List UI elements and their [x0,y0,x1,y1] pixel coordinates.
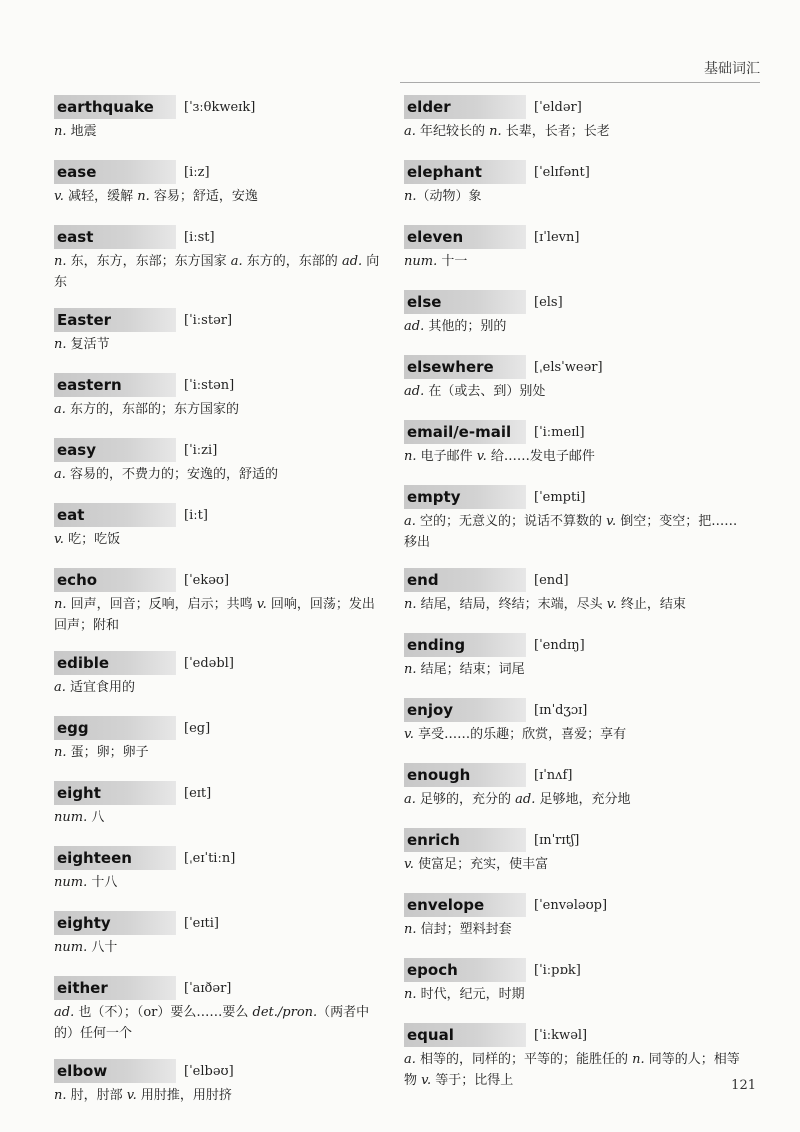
dictionary-entry [404,568,750,630]
entry-head-row [404,290,750,314]
headword: envelope [404,893,526,917]
entry-head-row [404,1023,750,1047]
dictionary-entry [54,503,384,565]
phonetic: [ˈiːzi] [184,442,218,458]
headword: easy [54,438,176,462]
entry-head-row [54,160,384,184]
definition: num. 十八 [54,875,118,890]
phonetic: [eg] [184,720,211,736]
entry-head-row [54,911,384,935]
entry-head-row [54,308,384,332]
definition: n. 时代，纪元，时期 [404,987,525,1002]
headword: eight [54,781,176,805]
definition: a. 年纪较长的 n. 长辈，长者；长老 [404,124,610,139]
dictionary-entry [54,160,384,222]
entry-head-row [404,95,750,119]
definition: a. 空的；无意义的；说话不算数的 v. 倒空；变空；把……移出 [404,514,738,550]
entry-head-row [404,958,750,982]
definition: n. 肘，肘部 v. 用肘推，用肘挤 [54,1088,232,1103]
definition: a. 容易的，不费力的；安逸的，舒适的 [54,467,279,482]
headword: eighteen [54,846,176,870]
headword: egg [54,716,176,740]
definition: ad. 也（不）；（or）要么……要么 det./pron.（两者中的）任何一个 [54,1005,370,1041]
phonetic: [ˈaɪðər] [184,980,232,996]
definition: ad. 在（或去、到）别处 [404,384,546,399]
section-header: 基础词汇 [704,61,760,77]
dictionary-entry [54,781,384,843]
phonetic: [ɪˈlevn] [534,229,580,245]
dictionary-entry [404,958,750,1020]
phonetic: [eɪt] [184,785,212,801]
definition: a. 东方的，东部的；东方国家的 [54,402,240,417]
phonetic: [ɪˈnʌf] [534,767,573,783]
phonetic: [ˈelɪfənt] [534,164,590,180]
entry-head-row [404,355,750,379]
headword: email/e-mail [404,420,526,444]
dictionary-entry [54,568,384,648]
entry-head-row [54,95,384,119]
headword: ease [54,160,176,184]
definition: n. 结尾；结束；词尾 [404,662,525,677]
dictionary-entry [404,290,750,352]
definition: n. 信封；塑料封套 [404,922,512,937]
entry-head-row [404,893,750,917]
dictionary-entry [54,438,384,500]
dictionary-entry [54,1059,384,1121]
dictionary-entry [54,373,384,435]
definition: n. 复活节 [54,337,110,352]
definition: n. 蛋；卵；卵子 [54,745,149,760]
dictionary-entry [404,160,750,222]
headword: enough [404,763,526,787]
headword: elephant [404,160,526,184]
phonetic: [ˈendɪŋ] [534,637,585,653]
headword: ending [404,633,526,657]
definition: num. 八十 [54,940,118,955]
dictionary-entry [404,1023,750,1103]
headword: elsewhere [404,355,526,379]
definition: n. 结尾，结局，终结；末端，尽头 v. 终止，结束 [404,597,686,612]
phonetic: [ˈiːkwəl] [534,1027,588,1043]
headword: eleven [404,225,526,249]
phonetic: [ˈedəbl] [184,655,234,671]
entry-head-row [404,225,750,249]
phonetic: [els] [534,294,563,310]
entry-head-row [404,633,750,657]
headword: either [54,976,176,1000]
headword: Easter [54,308,176,332]
headword: east [54,225,176,249]
entry-head-row [54,373,384,397]
dictionary-entry [404,828,750,890]
headword: earthquake [54,95,176,119]
entry-head-row [54,225,384,249]
dictionary-entry [404,355,750,417]
phonetic: [ˈeɪti] [184,915,219,931]
definition: n. 回声，回音；反响，启示；共鸣 v. 回响，回荡；发出回声；附和 [54,597,375,633]
definition: v. 享受……的乐趣；欣赏，喜爱；享有 [404,727,627,742]
entry-head-row [404,828,750,852]
header-rule [400,82,760,83]
headword: echo [54,568,176,592]
headword: enjoy [404,698,526,722]
dictionary-entry [54,976,384,1056]
phonetic: [ˌelsˈweər] [534,359,603,375]
definition: a. 适宜食用的 [54,680,136,695]
phonetic: [ˈiːpɒk] [534,962,581,978]
headword: empty [404,485,526,509]
dictionary-entry [404,698,750,760]
entry-head-row [54,438,384,462]
dictionary-entry [54,308,384,370]
dictionary-entry [404,763,750,825]
phonetic: [ˈiːmeɪl] [534,424,585,440]
dictionary-entry [404,485,750,565]
dictionary-entry [54,716,384,778]
headword: enrich [404,828,526,852]
headword: equal [404,1023,526,1047]
phonetic: [ˈempti] [534,489,586,505]
page-number: 121 [731,1078,756,1093]
dictionary-entry [54,651,384,713]
definition: n.（动物）象 [404,189,482,204]
entry-head-row [54,1059,384,1083]
phonetic: [ˈiːstən] [184,377,235,393]
definition: a. 足够的，充分的 ad. 足够地，充分地 [404,792,631,807]
definition: v. 吃；吃饭 [54,532,121,547]
phonetic: [ˈekəʊ] [184,572,230,588]
headword: elder [404,95,526,119]
dictionary-entry [404,420,750,482]
entry-head-row [404,568,750,592]
definition: v. 减轻，缓解 n. 容易；舒适，安逸 [54,189,258,204]
definition: v. 使富足；充实，使丰富 [404,857,549,872]
dictionary-entry [404,225,750,287]
phonetic: [iːst] [184,229,215,245]
phonetic: [iːz] [184,164,210,180]
definition: n. 地震 [54,124,97,139]
left-column [54,92,384,1121]
dictionary-entry [54,911,384,973]
phonetic: [ˈelbəʊ] [184,1063,234,1079]
definition: num. 十一 [404,254,468,269]
entry-head-row [54,846,384,870]
entry-head-row [54,716,384,740]
headword: edible [54,651,176,675]
entry-head-row [404,485,750,509]
phonetic: [ˈeldər] [534,99,582,115]
entry-head-row [54,651,384,675]
headword: epoch [404,958,526,982]
headword: eighty [54,911,176,935]
headword: else [404,290,526,314]
entry-head-row [404,160,750,184]
entry-head-row [404,420,750,444]
entry-head-row [54,503,384,527]
headword: elbow [54,1059,176,1083]
phonetic: [ɪnˈrɪtʃ] [534,832,580,848]
phonetic: [ɪnˈdʒɔɪ] [534,702,588,718]
headword: end [404,568,526,592]
dictionary-entry [404,95,750,157]
entry-head-row [54,976,384,1000]
phonetic: [iːt] [184,507,208,523]
definition: ad. 其他的；别的 [404,319,507,334]
definition: n. 电子邮件 v. 给……发电子邮件 [404,449,595,464]
definition: a. 相等的，同样的；平等的；能胜任的 n. 同等的人；相等物 v. 等于；比得上 [404,1052,740,1088]
phonetic: [end] [534,572,569,588]
phonetic: [ˈiːstər] [184,312,233,328]
entry-head-row [54,568,384,592]
right-column [404,92,750,1103]
entry-head-row [54,781,384,805]
dictionary-entry [54,95,384,157]
phonetic: [ˈɜːθkweɪk] [184,99,256,115]
dictionary-entry [54,846,384,908]
dictionary-entry [404,633,750,695]
headword: eastern [54,373,176,397]
entry-head-row [404,763,750,787]
phonetic: [ˌeɪˈtiːn] [184,850,236,866]
dictionary-entry [54,225,384,305]
headword: eat [54,503,176,527]
definition: n. 东，东方，东部；东方国家 a. 东方的，东部的 ad. 向东 [54,254,380,290]
phonetic: [ˈenvələʊp] [534,897,608,913]
entry-head-row [404,698,750,722]
dictionary-entry [404,893,750,955]
definition: num. 八 [54,810,105,825]
